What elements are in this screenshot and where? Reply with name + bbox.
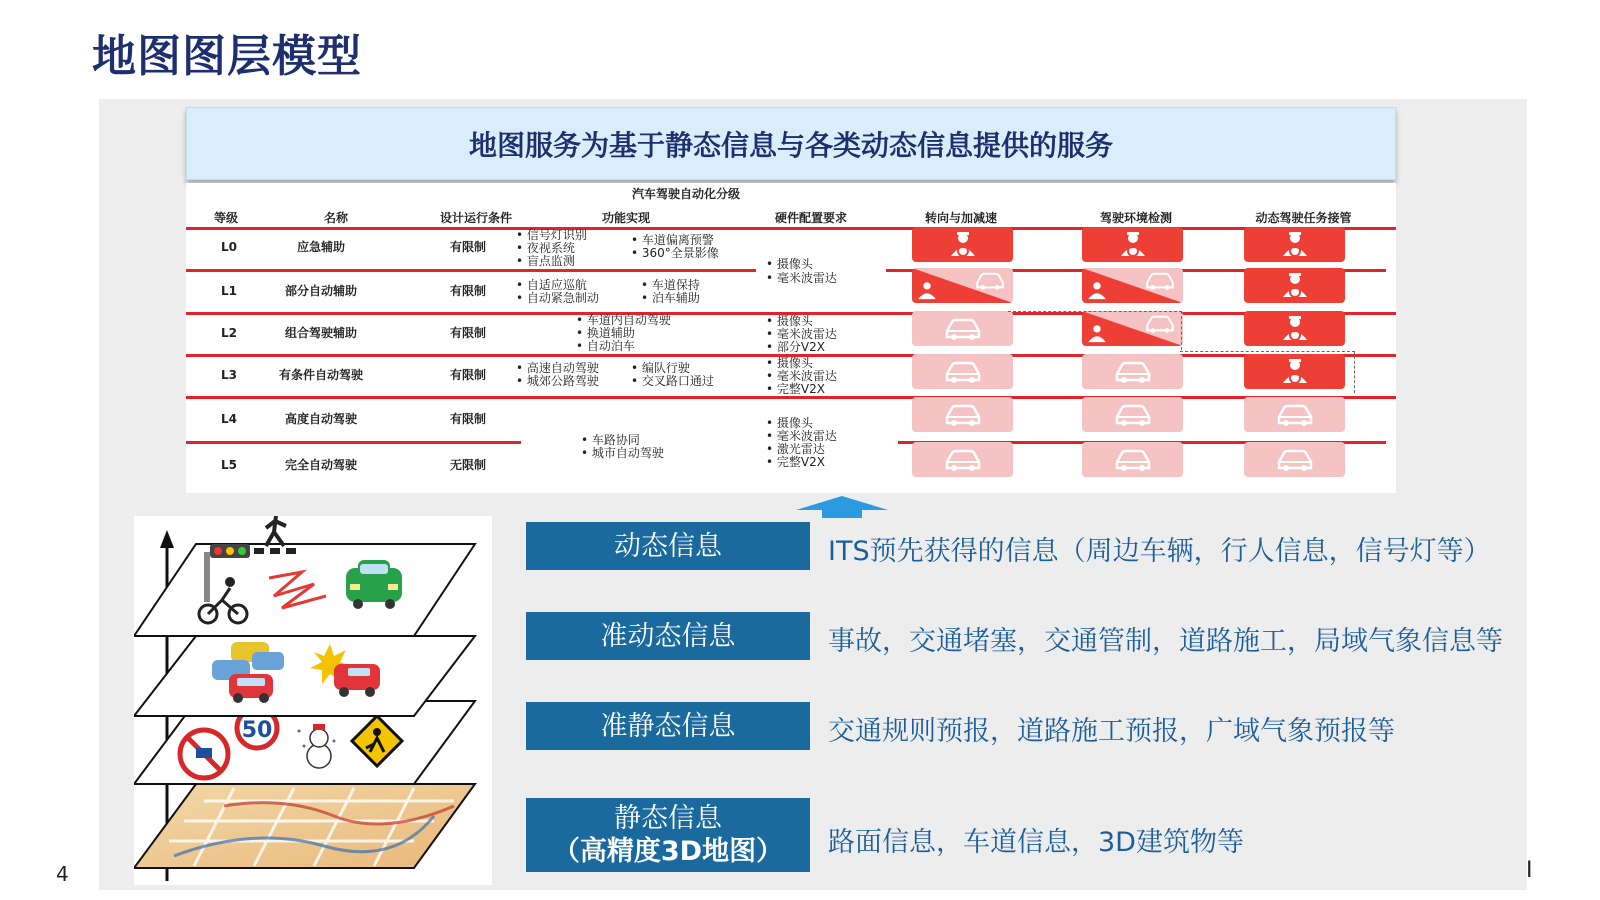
table-rule <box>186 396 1396 399</box>
driver-control-icon <box>1244 268 1345 303</box>
func-item: • 车道偏离预警 <box>631 233 714 247</box>
layer-desc-quasi-dynamic: 事故，交通堵塞，交通管制，道路施工，局域气象信息等 <box>828 626 1503 657</box>
hw-item: • 毫米波雷达 <box>766 429 837 443</box>
banner-text: 地图服务为基于静态信息与各类动态信息提供的服务 <box>468 128 1113 162</box>
corner-mark: I <box>1526 858 1533 883</box>
automation-level-table <box>186 183 1396 493</box>
row-condition: 有限制 <box>449 368 486 382</box>
row-condition: 有限制 <box>449 284 486 298</box>
layer-label-dynamic: 动态信息 <box>526 522 810 570</box>
row-condition: 有限制 <box>449 412 486 426</box>
row-level: L0 <box>221 240 237 254</box>
system-control-icon <box>1082 442 1183 477</box>
func-item: • 城市自动驾驶 <box>581 446 664 460</box>
row-level: L5 <box>221 458 237 472</box>
func-item: • 夜视系统 <box>516 241 575 255</box>
row-name: 高度自动驾驶 <box>284 412 357 426</box>
map-layer-illustration <box>134 516 492 885</box>
driver-control-icon <box>1082 227 1183 262</box>
pedestrian-icon <box>254 516 296 554</box>
system-control-icon <box>912 354 1013 389</box>
hw-item: • 摄像头 <box>766 356 813 370</box>
hw-item: • 完整V2X <box>766 455 825 469</box>
row-level: L4 <box>221 412 237 426</box>
hw-item: • 毫米波雷达 <box>766 271 837 285</box>
table-rule <box>186 269 756 272</box>
func-item: • 车道内自动驾驶 <box>576 313 671 327</box>
axis-arrow-icon <box>160 530 174 548</box>
row-level: L3 <box>221 368 237 382</box>
header-name: 名称 <box>323 211 348 225</box>
func-item: • 自动紧急制动 <box>516 291 599 305</box>
hw-item: • 毫米波雷达 <box>766 369 837 383</box>
header-hardware: 硬件配置要求 <box>774 211 847 225</box>
shared-control-icon <box>912 268 1013 303</box>
table-rule <box>186 227 1396 230</box>
hw-item: • 部分V2X <box>766 340 825 354</box>
speed-limit-text: 50 <box>241 718 273 743</box>
row-level: L2 <box>221 326 237 340</box>
system-control-icon <box>1082 397 1183 432</box>
func-item: • 盲点监测 <box>516 254 575 268</box>
func-item: • 自适应巡航 <box>516 278 587 292</box>
layer-desc-static: 路面信息，车道信息，3D建筑物等 <box>828 827 1244 858</box>
system-control-icon <box>912 442 1013 477</box>
layer-desc-dynamic: ITS预先获得的信息（周边车辆，行人信息，信号灯等） <box>828 536 1491 567</box>
header-function: 功能实现 <box>601 211 650 225</box>
header-condition: 设计运行条件 <box>439 211 512 225</box>
row-condition: 有限制 <box>449 326 486 340</box>
row-name: 部分自动辅助 <box>284 284 357 298</box>
func-item: • 换道辅助 <box>576 326 635 340</box>
header-fallback: 动态驾驶任务接管 <box>1255 211 1352 225</box>
func-item: • 信号灯识别 <box>516 228 587 242</box>
system-control-icon <box>912 311 1013 346</box>
system-control-icon <box>1244 397 1345 432</box>
hw-item: • 激光雷达 <box>766 442 825 456</box>
system-control-icon <box>1082 354 1183 389</box>
driver-control-icon <box>1244 311 1345 346</box>
hw-item: • 摄像头 <box>766 416 813 430</box>
driver-control-icon <box>912 227 1013 262</box>
row-condition: 无限制 <box>449 458 486 472</box>
system-control-icon <box>1244 442 1345 477</box>
system-control-icon <box>912 397 1013 432</box>
layer-label-quasi-static: 准静态信息 <box>526 702 810 750</box>
dashed-boundary <box>1180 351 1355 393</box>
shared-control-icon <box>1082 268 1183 303</box>
func-item: • 高速自动驾驶 <box>516 361 599 375</box>
banner <box>186 107 1396 180</box>
row-condition: 有限制 <box>449 240 486 254</box>
row-name: 应急辅助 <box>296 240 345 254</box>
row-level: L1 <box>221 284 237 298</box>
layer-label-quasi-dynamic: 准动态信息 <box>526 612 810 660</box>
func-item: • 城郊公路驾驶 <box>516 374 599 388</box>
page-number: 4 <box>56 862 69 886</box>
func-item: • 车路协同 <box>581 433 640 447</box>
hw-item: • 摄像头 <box>766 314 813 328</box>
layer-label-static: 静态信息 （高精度3D地图） <box>526 798 810 872</box>
header-level: 等级 <box>213 211 238 225</box>
row-name: 组合驾驶辅助 <box>284 326 357 340</box>
dashed-boundary <box>1008 311 1182 350</box>
func-item: • 车道保持 <box>641 278 700 292</box>
func-item: • 360°全景影像 <box>631 246 719 260</box>
hw-item: • 摄像头 <box>766 257 813 271</box>
table-title: 汽车驾驶自动化分级 <box>631 187 740 201</box>
arrow-up-icon <box>796 496 888 518</box>
header-steering: 转向与加减速 <box>924 211 997 225</box>
func-item: • 自动泊车 <box>576 339 635 353</box>
func-item: • 编队行驶 <box>631 361 690 375</box>
driver-control-icon <box>1244 227 1345 262</box>
table-rule <box>186 441 521 444</box>
row-name: 有条件自动驾驶 <box>278 368 363 382</box>
func-item: • 交叉路口通过 <box>631 374 714 388</box>
layer-stack-graphic <box>134 516 492 885</box>
func-item: • 泊车辅助 <box>641 291 700 305</box>
layer-desc-quasi-static: 交通规则预报，道路施工预报，广域气象预报等 <box>828 716 1395 747</box>
page-title: 地图图层模型 <box>92 31 362 82</box>
hw-item: • 完整V2X <box>766 382 825 396</box>
row-name: 完全自动驾驶 <box>284 458 357 472</box>
hw-item: • 毫米波雷达 <box>766 327 837 341</box>
header-monitoring: 驾驶环境检测 <box>1099 211 1172 225</box>
quasi-dynamic-layer <box>134 636 475 716</box>
